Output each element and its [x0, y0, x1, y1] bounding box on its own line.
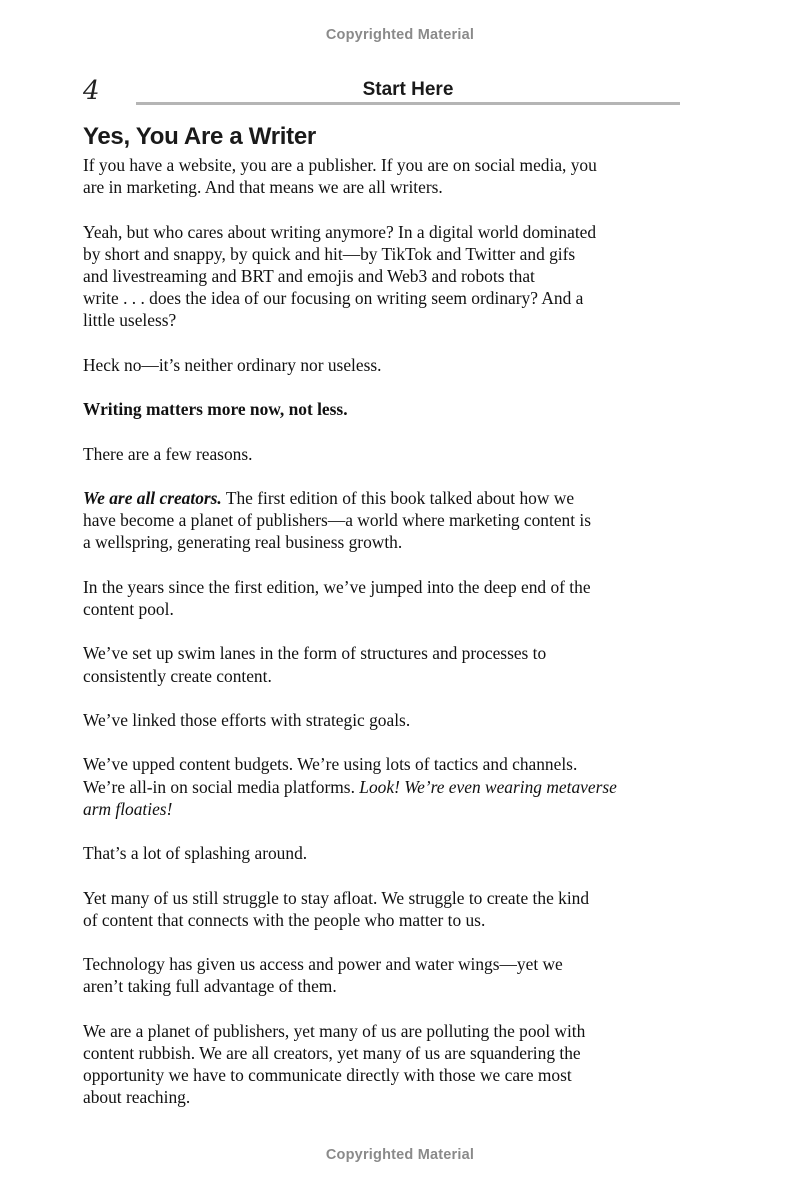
paragraph-14 — [83, 1020, 683, 1109]
paragraph-9 — [83, 709, 683, 731]
italic-run: Look! We’re even wearing metaverse — [359, 776, 617, 797]
text-line: We’ve upped content budgets. We’re using lots of tactics and channels. — [83, 754, 578, 775]
text-line: If you have a website, you are a publisher. If you are on social media, you — [83, 155, 597, 175]
text-line: about reaching. — [83, 1087, 191, 1108]
text-line: are in marketing. And that means we are all writers. — [83, 177, 443, 198]
text-line: by short and snappy, by quick and hit—by TikTok and Twitter and gifs — [83, 243, 576, 264]
text-line: opportunity we have to communicate directly with those we care most — [83, 1065, 572, 1086]
text-line: consistently create content. — [83, 665, 272, 686]
page-number: 4 — [83, 76, 100, 106]
paragraph-6 — [83, 487, 683, 554]
copyright-watermark-top: Copyrighted Material — [325, 27, 475, 43]
text-line: aren’t taking full advantage of them. — [83, 976, 337, 997]
paragraph-11 — [83, 842, 683, 864]
paragraph-7 — [83, 576, 683, 620]
section-heading: Yes, You Are a Writer — [83, 123, 316, 150]
chapter-title: Start Here — [362, 79, 454, 100]
paragraph-1 — [83, 154, 683, 198]
text-line: and livestreaming and BRT and emojis and Web3 and robots that — [83, 266, 535, 286]
text-line: little useless? — [83, 310, 177, 331]
text-line: Yeah, but who cares about writing anymore? In a digital world dominated — [83, 221, 597, 242]
paragraph-3 — [83, 354, 683, 376]
running-head — [83, 76, 680, 108]
text-line: Technology has given us access and power and water wings—yet we — [83, 954, 563, 975]
text-run: We’re all-in on social media platforms. — [83, 776, 360, 797]
text-line: Heck no—it’s neither ordinary nor useless. — [83, 354, 382, 375]
text-line: have become a planet of publishers—a world where marketing content is — [83, 510, 592, 531]
paragraph-12 — [83, 887, 683, 931]
text-line: That’s a lot of splashing around. — [83, 843, 308, 864]
header-rule — [136, 102, 680, 105]
text-line: We’ve linked those efforts with strategic goals. — [83, 709, 411, 730]
paragraph-13 — [83, 953, 683, 997]
run-in-heading: We are all creators. — [83, 487, 222, 508]
text-line — [83, 776, 683, 798]
text-line: There are a few reasons. — [83, 443, 253, 464]
text-line: content rubbish. We are all creators, yet many of us are squandering the — [83, 1042, 581, 1063]
text-line: Writing matters more now, not less. — [83, 399, 348, 420]
paragraph-8 — [83, 642, 683, 686]
paragraph-2 — [83, 221, 683, 332]
paragraph-10 — [83, 753, 683, 820]
paragraph-5 — [83, 443, 683, 465]
page-body — [83, 122, 683, 1131]
text-line: We’ve set up swim lanes in the form of structures and processes to — [83, 643, 547, 664]
text-line: Yet many of us still struggle to stay afloat. We struggle to create the kind — [83, 887, 590, 908]
text-line — [83, 487, 683, 509]
text-line: We are a planet of publishers, yet many of us are polluting the pool with — [83, 1020, 586, 1041]
text-line: arm floaties! — [83, 798, 173, 819]
text-line: content pool. — [83, 598, 174, 619]
paragraph-4-emphasis — [83, 398, 683, 420]
text-run: The first edition of this book talked about how we — [221, 487, 575, 508]
text-line: In the years since the first edition, we’ve jumped into the deep end of the — [83, 576, 591, 597]
text-line: of content that connects with the people who matter to us. — [83, 909, 486, 930]
copyright-watermark-bottom: Copyrighted Material — [325, 1147, 475, 1163]
text-line: a wellspring, generating real business growth. — [83, 532, 403, 553]
text-line: write . . . does the idea of our focusing on writing seem ordinary? And a — [83, 288, 584, 309]
